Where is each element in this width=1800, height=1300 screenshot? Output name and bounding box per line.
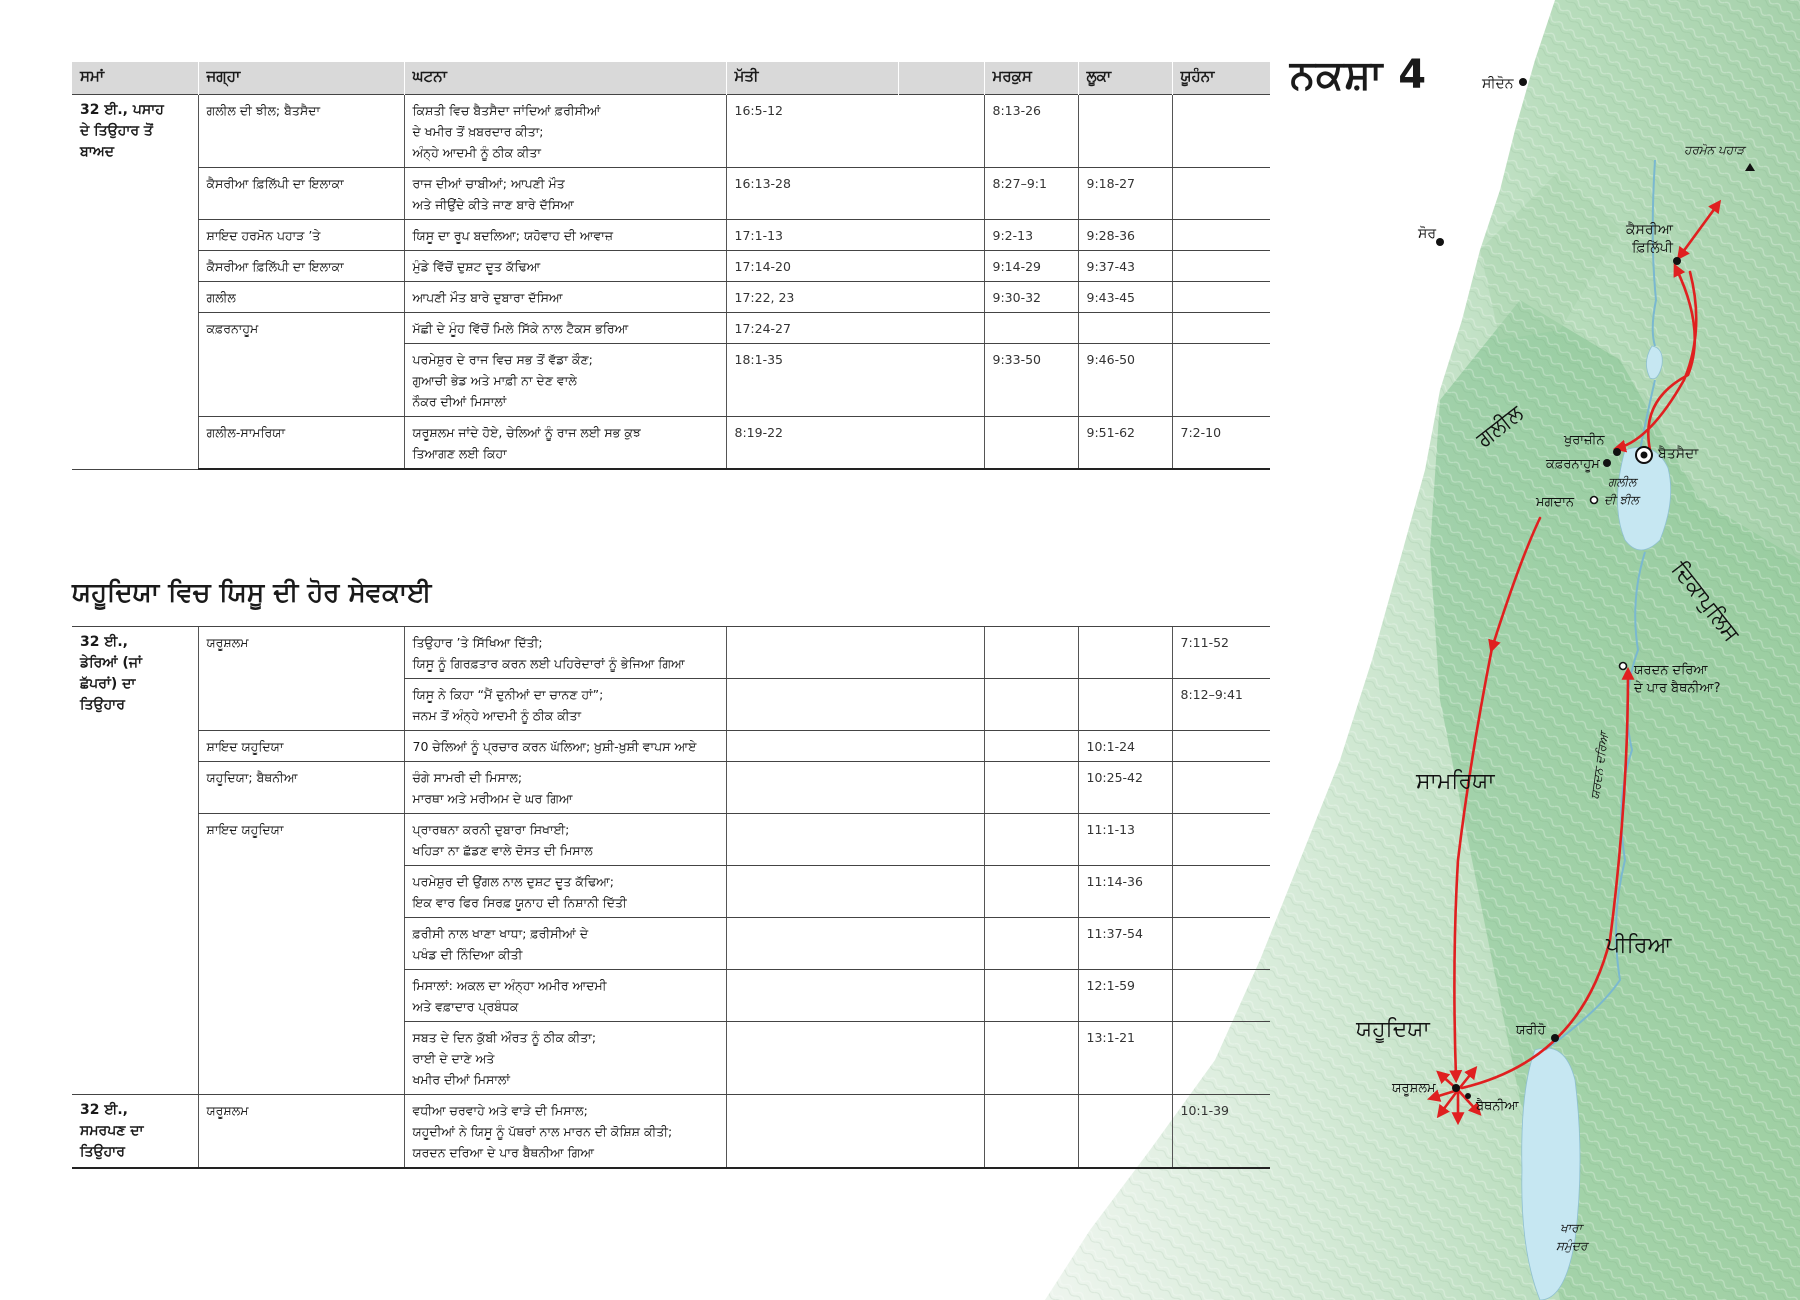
label-bethany-beyond-1: ਯਰਦਨ ਦਰਿਆ <box>1634 663 1708 678</box>
event-cell <box>404 220 726 251</box>
mark-ref-cell: 9:14-29 <box>984 251 1078 282</box>
map-title: ਨਕਸ਼ਾ 4 <box>1290 52 1428 98</box>
event-cell <box>404 731 726 762</box>
label-sidon: ਸੀਦੋਨ <box>1482 76 1514 92</box>
john-ref-cell: 7:2-10 <box>1172 417 1270 470</box>
cell-line: ਵਧੀਆ ਚਰਵਾਹੇ ਅਤੇ ਵਾੜੇ ਦੀ ਮਿਸਾਲ; <box>412 1103 588 1118</box>
cell-line: ਤਿਉਹਾਰ ’ਤੇ ਸਿੱਖਿਆ ਦਿੱਤੀ; <box>412 635 543 650</box>
cell-line: ਜਨਮ ਤੋਂ ਅੰਨ੍ਹੇ ਆਦਮੀ ਨੂੰ ਠੀਕ ਕੀਤਾ <box>412 708 582 723</box>
place-cell: ਯਰੂਸ਼ਲਮ <box>198 1095 404 1169</box>
label-galilee-region: ਗਲੀਲ <box>1472 401 1529 453</box>
cell-line: ਯਿਸੂ ਦਾ ਰੂਪ ਬਦਲਿਆ; ਯਹੋਵਾਹ ਦੀ ਆਵਾਜ਼ <box>412 228 614 243</box>
cell-line: ਆਪਣੀ ਮੌਤ ਬਾਰੇ ਦੁਬਾਰਾ ਦੱਸਿਆ <box>412 290 563 305</box>
table-row <box>72 168 1270 220</box>
john-ref-cell <box>1172 970 1270 1022</box>
john-ref-cell <box>1172 762 1270 814</box>
mark-ref-cell: 9:30-32 <box>984 282 1078 313</box>
john-ref-cell <box>1172 918 1270 970</box>
time-cell <box>72 95 198 470</box>
john-ref-cell: 10:1-39 <box>1172 1095 1270 1169</box>
cell-line: 32 ਈ., <box>80 1102 128 1118</box>
cell-line: 32 ਈ., <box>80 634 128 650</box>
section-heading: ਯਹੂਦਿਯਾ ਵਿਚ ਯਿਸੂ ਦੀ ਹੋਰ ਸੇਵਕਾਈ <box>72 578 432 608</box>
mark-ref-cell <box>984 762 1078 814</box>
cell-line: ਗੁਆਚੀ ਭੇਡ ਅਤੇ ਮਾਫ਼ੀ ਨਾ ਦੇਣ ਵਾਲੇ <box>412 373 577 388</box>
mark-ref-cell <box>984 679 1078 731</box>
table-row <box>72 417 1270 470</box>
matthew-ref-cell <box>726 731 984 762</box>
time-cell <box>72 1095 198 1169</box>
column-header: ਮੱਤੀ <box>726 62 898 95</box>
mark-ref-cell <box>984 313 1078 344</box>
luke-ref-cell: 11:1-13 <box>1078 814 1172 866</box>
event-cell <box>404 814 726 866</box>
event-cell <box>404 251 726 282</box>
table-row <box>72 731 1270 762</box>
john-ref-cell <box>1172 168 1270 220</box>
cell-line: ਰਾਈ ਦੇ ਦਾਣੇ ਅਤੇ <box>412 1051 495 1066</box>
place-cell: ਗਲੀਲ <box>198 282 404 313</box>
mark-ref-cell: 9:2-13 <box>984 220 1078 251</box>
matthew-ref-cell <box>726 1022 984 1095</box>
luke-ref-cell: 12:1-59 <box>1078 970 1172 1022</box>
label-caesarea-1: ਕੈਸਰੀਆ <box>1626 222 1673 238</box>
mark-ref-cell <box>984 417 1078 470</box>
matthew-ref-cell: 18:1-35 <box>726 344 984 417</box>
label-samaria: ਸਾਮਰਿਯਾ <box>1416 769 1495 794</box>
place-cell: ਸ਼ਾਇਦ ਯਹੂਦਿਯਾ <box>198 731 404 762</box>
cell-line: ਬਾਅਦ <box>80 144 115 160</box>
table-row <box>72 313 1270 344</box>
event-cell <box>404 866 726 918</box>
luke-ref-cell: 11:37-54 <box>1078 918 1172 970</box>
table-row <box>72 95 1270 168</box>
column-header: ਜਗ੍ਹਾ <box>198 62 404 95</box>
table-row <box>72 627 1270 679</box>
cell-line: ਅਤੇ ਵਫ਼ਾਦਾਰ ਪ੍ਰਬੰਧਕ <box>412 999 519 1014</box>
place-cell: ਕੈਸਰੀਆ ਫ਼ਿਲਿੱਪੀ ਦਾ ਇਲਾਕਾ <box>198 168 404 220</box>
mark-ref-cell <box>984 1095 1078 1169</box>
matthew-ref-cell: 8:19-22 <box>726 417 984 470</box>
luke-ref-cell: 9:46-50 <box>1078 344 1172 417</box>
cell-line: ਪਰਮੇਸ਼ੁਰ ਦੀ ਉਂਗਲ ਨਾਲ ਦੁਸ਼ਟ ਦੂਤ ਕੱਢਿਆ; <box>412 874 614 889</box>
cell-line: ਅੰਨ੍ਹੇ ਆਦਮੀ ਨੂੰ ਠੀਕ ਕੀਤਾ <box>412 145 541 160</box>
matthew-ref-cell <box>726 918 984 970</box>
mark-ref-cell <box>984 731 1078 762</box>
column-header: ਸਮਾਂ <box>72 62 198 95</box>
cell-line: ਮਾਰਥਾ ਅਤੇ ਮਰੀਅਮ ਦੇ ਘਰ ਗਿਆ <box>412 791 573 806</box>
place-cell: ਕਫ਼ਰਨਾਹੂਮ <box>198 313 404 417</box>
column-header: ਮਰਕੁਸ <box>984 62 1078 95</box>
mark-ref-cell <box>984 814 1078 866</box>
luke-ref-cell <box>1078 679 1172 731</box>
luke-ref-cell <box>1078 627 1172 679</box>
luke-ref-cell: 11:14-36 <box>1078 866 1172 918</box>
cell-line: ਫ਼ਰੀਸੀ ਨਾਲ ਖਾਣਾ ਖਾਧਾ; ਫ਼ਰੀਸੀਆਂ ਦੇ <box>412 926 589 941</box>
label-magadan: ਮਗਦਾਨ <box>1536 495 1575 510</box>
cell-line: ਦੇ ਖਮੀਰ ਤੋਂ ਖ਼ਬਰਦਾਰ ਕੀਤਾ; <box>412 124 544 139</box>
event-cell <box>404 344 726 417</box>
luke-ref-cell <box>1078 1095 1172 1169</box>
place-cell: ਗਲੀਲ ਦੀ ਝੀਲ; ਬੈਤਸੈਦਾ <box>198 95 404 168</box>
place-cell: ਯਰੂਸ਼ਲਮ <box>198 627 404 731</box>
matthew-ref-cell <box>726 762 984 814</box>
label-bethsaida: ਬੈਤਸੈਦਾ <box>1658 446 1699 462</box>
john-ref-cell <box>1172 344 1270 417</box>
label-sea-galilee-1: ਗਲੀਲ <box>1608 475 1637 489</box>
column-header: ਘਟਨਾ <box>404 62 726 95</box>
john-ref-cell <box>1172 731 1270 762</box>
luke-ref-cell <box>1078 313 1172 344</box>
place-cell: ਸ਼ਾਇਦ ਯਹੂਦਿਯਾ <box>198 814 404 1095</box>
john-ref-cell <box>1172 95 1270 168</box>
john-ref-cell: 8:12–9:41 <box>1172 679 1270 731</box>
cell-line: ਅਤੇ ਜੀਉਂਦੇ ਕੀਤੇ ਜਾਣ ਬਾਰੇ ਦੱਸਿਆ <box>412 197 574 212</box>
matthew-ref-cell: 17:14-20 <box>726 251 984 282</box>
event-cell <box>404 1022 726 1095</box>
luke-ref-cell <box>1078 95 1172 168</box>
luke-ref-cell: 9:18-27 <box>1078 168 1172 220</box>
event-cell <box>404 282 726 313</box>
time-cell <box>72 627 198 1095</box>
cell-line: ਨੌਕਰ ਦੀਆਂ ਮਿਸਾਲਾਂ <box>412 394 507 409</box>
event-cell <box>404 679 726 731</box>
mark-ref-cell: 8:27–9:1 <box>984 168 1078 220</box>
label-jericho: ਯਰੀਹੋ <box>1516 1023 1546 1038</box>
matthew-ref-cell <box>726 814 984 866</box>
column-header: ਲੂਕਾ <box>1078 62 1172 95</box>
table-row <box>72 220 1270 251</box>
label-chorazin: ਖੁਰਾਜ਼ੀਨ <box>1564 433 1605 448</box>
event-cell <box>404 95 726 168</box>
cell-line: ਸਬਤ ਦੇ ਦਿਨ ਕੁੱਬੀ ਔਰਤ ਨੂੰ ਠੀਕ ਕੀਤਾ; <box>412 1030 597 1045</box>
matthew-ref-cell <box>726 866 984 918</box>
john-ref-cell <box>1172 313 1270 344</box>
mark-ref-cell <box>984 866 1078 918</box>
cell-line: 32 ਈ., ਪਸਾਹ <box>80 102 164 118</box>
event-cell <box>404 168 726 220</box>
luke-ref-cell: 9:28-36 <box>1078 220 1172 251</box>
label-sea-galilee-2: ਦੀ ਝੀਲ <box>1604 493 1639 507</box>
cell-line: ਮਿਸਾਲਾਂ: ਅਕਲ ਦਾ ਅੰਨ੍ਹਾ ਅਮੀਰ ਆਦਮੀ <box>412 978 607 993</box>
cell-line: ਮੱਛੀ ਦੇ ਮੂੰਹ ਵਿੱਚੋਂ ਮਿਲੇ ਸਿੱਕੇ ਨਾਲ ਟੈਕਸ ਭਰਿਆ <box>412 321 629 336</box>
cell-line: ਦੇ ਤਿਉਹਾਰ ਤੋਂ <box>80 123 153 139</box>
matthew-ref-cell: 17:22, 23 <box>726 282 984 313</box>
label-capernaum: ਕਫ਼ਰਨਾਹੂਮ <box>1546 457 1600 472</box>
table-header-row <box>72 62 1270 95</box>
cell-line: ਕਿਸ਼ਤੀ ਵਿਚ ਬੈਤਸੈਦਾ ਜਾਂਦਿਆਂ ਫ਼ਰੀਸੀਆਂ <box>412 103 601 118</box>
matthew-ref-cell: 16:5-12 <box>726 95 984 168</box>
john-ref-cell <box>1172 282 1270 313</box>
cell-line: ਯਿਸੂ ਨੇ ਕਿਹਾ “ਮੈਂ ਦੁਨੀਆਂ ਦਾ ਚਾਨਣ ਹਾਂ”; <box>412 687 604 702</box>
john-ref-cell <box>1172 814 1270 866</box>
luke-ref-cell: 9:51-62 <box>1078 417 1172 470</box>
label-caesarea-2: ਫ਼ਿਲਿੱਪੀ <box>1632 240 1673 256</box>
cell-line: ਇਕ ਵਾਰ ਫਿਰ ਸਿਰਫ਼ ਯੂਨਾਹ ਦੀ ਨਿਸ਼ਾਨੀ ਦਿੱਤੀ <box>412 895 627 910</box>
table-row <box>72 251 1270 282</box>
label-bethany-beyond-2: ਦੇ ਪਾਰ ਬੈਥਨੀਆ? <box>1634 681 1721 696</box>
timeline-table-1 <box>72 62 1270 470</box>
label-salt-sea-1: ਖਾਰਾ <box>1560 1221 1582 1235</box>
event-cell <box>404 970 726 1022</box>
event-cell <box>404 627 726 679</box>
cell-line: ਤਿਉਹਾਰ <box>80 697 125 713</box>
label-jordan-river: ਯਰਦਨ ਦਰਿਆ <box>1587 731 1612 801</box>
table-row <box>72 282 1270 313</box>
mark-ref-cell <box>984 627 1078 679</box>
matthew-ref-cell: 16:13-28 <box>726 168 984 220</box>
label-decapolis: ਦਿਕਾਪੁਲਿਸ <box>1666 557 1744 647</box>
cell-line: ਸਮਰਪਣ ਦਾ <box>80 1123 144 1139</box>
luke-ref-cell: 13:1-21 <box>1078 1022 1172 1095</box>
mark-ref-cell <box>984 1022 1078 1095</box>
luke-ref-cell: 9:37-43 <box>1078 251 1172 282</box>
place-cell: ਕੈਸਰੀਆ ਫ਼ਿਲਿੱਪੀ ਦਾ ਇਲਾਕਾ <box>198 251 404 282</box>
matthew-ref-cell: 17:24-27 <box>726 313 984 344</box>
cell-line: ਤਿਉਹਾਰ <box>80 1144 125 1160</box>
event-cell <box>404 313 726 344</box>
place-cell: ਯਹੂਦਿਯਾ; ਬੈਥਨੀਆ <box>198 762 404 814</box>
cell-line: ਖਹਿੜਾ ਨਾ ਛੱਡਣ ਵਾਲੇ ਦੋਸਤ ਦੀ ਮਿਸਾਲ <box>412 843 593 858</box>
mark-ref-cell: 8:13-26 <box>984 95 1078 168</box>
cell-line: ਪ੍ਰਾਰਥਨਾ ਕਰਨੀ ਦੁਬਾਰਾ ਸਿਖਾਈ; <box>412 822 570 837</box>
john-ref-cell <box>1172 1022 1270 1095</box>
matthew-ref-cell: 17:1-13 <box>726 220 984 251</box>
cell-line: ਪਰਮੇਸ਼ੁਰ ਦੇ ਰਾਜ ਵਿਚ ਸਭ ਤੋਂ ਵੱਡਾ ਕੌਣ; <box>412 352 593 367</box>
cell-line: ਪਖੰਡ ਦੀ ਨਿੰਦਿਆ ਕੀਤੀ <box>412 947 523 962</box>
cell-line: ਚੰਗੇ ਸਾਮਰੀ ਦੀ ਮਿਸਾਲ; <box>412 770 523 785</box>
cell-line: ਯਰਦਨ ਦਰਿਆ ਦੇ ਪਾਰ ਬੈਥਨੀਆ ਗਿਆ <box>412 1145 594 1160</box>
matthew-ref-cell <box>726 970 984 1022</box>
cell-line: ਯਰੂਸ਼ਲਮ ਜਾਂਦੇ ਹੋਏ, ਚੇਲਿਆਂ ਨੂੰ ਰਾਜ ਲਈ ਸਭ ਕੁਝ <box>412 425 641 440</box>
cell-line: ਰਾਜ ਦੀਆਂ ਚਾਬੀਆਂ; ਆਪਣੀ ਮੌਤ <box>412 176 565 191</box>
cell-line: ਖਮੀਰ ਦੀਆਂ ਮਿਸਾਲਾਂ <box>412 1072 510 1087</box>
cell-line: ਛੱਪਰਾਂ) ਦਾ <box>80 676 136 692</box>
label-tyre: ਸੋਰ <box>1418 226 1437 242</box>
event-cell <box>404 762 726 814</box>
john-ref-cell: 7:11-52 <box>1172 627 1270 679</box>
cell-line: ਡੇਰਿਆਂ (ਜਾਂ <box>80 655 142 671</box>
timeline-table-2 <box>72 626 1270 1169</box>
luke-ref-cell: 10:25-42 <box>1078 762 1172 814</box>
mark-ref-cell <box>984 970 1078 1022</box>
table-row <box>72 1095 1270 1169</box>
john-ref-cell <box>1172 251 1270 282</box>
label-mount-hermon: ਹਰਮੋਨ ਪਹਾੜ <box>1684 143 1745 157</box>
table-row <box>72 814 1270 866</box>
event-cell <box>404 417 726 470</box>
label-bethany: ਬੈਥਨੀਆ <box>1476 1099 1519 1114</box>
john-ref-cell <box>1172 866 1270 918</box>
matthew-ref-cell <box>726 627 984 679</box>
mark-ref-cell: 9:33-50 <box>984 344 1078 417</box>
column-header <box>898 62 984 95</box>
label-jerusalem: ਯਰੂਸ਼ਲਮ <box>1392 1081 1436 1096</box>
cell-line: 70 ਚੇਲਿਆਂ ਨੂੰ ਪ੍ਰਚਾਰ ਕਰਨ ਘੱਲਿਆ; ਖ਼ੁਸ਼ੀ-ਖ਼ੁਸ਼ੀ ਵਾਪਸ ਆਏ <box>412 739 697 754</box>
luke-ref-cell: 9:43-45 <box>1078 282 1172 313</box>
label-perea: ਪੀਰਿਆ <box>1606 933 1672 958</box>
place-cell: ਗਲੀਲ-ਸਾਮਰਿਯਾ <box>198 417 404 470</box>
label-judea: ਯਹੂਦਿਯਾ <box>1356 1017 1430 1042</box>
matthew-ref-cell <box>726 1095 984 1169</box>
event-cell <box>404 1095 726 1169</box>
place-cell: ਸ਼ਾਇਦ ਹਰਮੋਨ ਪਹਾੜ ’ਤੇ <box>198 220 404 251</box>
mark-ref-cell <box>984 918 1078 970</box>
event-cell <box>404 918 726 970</box>
column-header: ਯੂਹੰਨਾ <box>1172 62 1270 95</box>
label-salt-sea-2: ਸਮੁੰਦਰ <box>1556 1239 1588 1253</box>
cell-line: ਯਹੂਦੀਆਂ ਨੇ ਯਿਸੂ ਨੂੰ ਪੱਥਰਾਂ ਨਾਲ ਮਾਰਨ ਦੀ ਕੋਸ਼ਿਸ਼ ਕੀਤੀ; <box>412 1124 673 1139</box>
cell-line: ਯਿਸੂ ਨੂੰ ਗਿਰਫ਼ਤਾਰ ਕਰਨ ਲਈ ਪਹਿਰੇਦਾਰਾਂ ਨੂੰ ਭੇਜਿਆ ਗਿਆ <box>412 656 685 671</box>
cell-line: ਤਿਆਗਣ ਲਈ ਕਿਹਾ <box>412 446 507 461</box>
john-ref-cell <box>1172 220 1270 251</box>
table-row <box>72 762 1270 814</box>
cell-line: ਮੁੰਡੇ ਵਿੱਚੋਂ ਦੁਸ਼ਟ ਦੂਤ ਕੱਢਿਆ <box>412 259 541 274</box>
luke-ref-cell: 10:1-24 <box>1078 731 1172 762</box>
matthew-ref-cell <box>726 679 984 731</box>
